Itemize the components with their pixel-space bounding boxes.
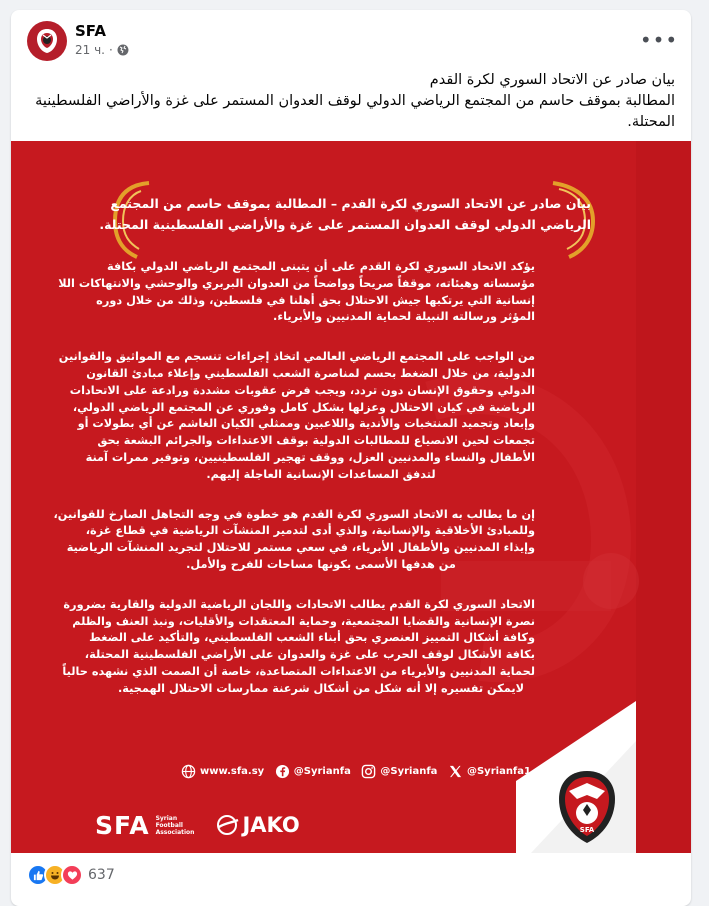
statement-line: الرياضية في كيان الاحتلال وعزلها بشكل كامل وفوري عن المجتمع الرياضي الدولي،	[72, 400, 535, 414]
statement-paragraph	[62, 597, 535, 698]
statement-line: إن ما يطالب به الاتحاد السوري لكرة القدم هو خطوة في وجه التجاهل الصارخ للقوانين،	[53, 507, 535, 521]
avatar[interactable]	[27, 21, 67, 61]
jako-wordmark: JAKO	[242, 813, 300, 837]
statement-line: نصرة الإنسانية والقضايا المجتمعية، وحماية المعتقدات والأقليات، ونبذ العنف والظلم	[72, 614, 535, 628]
love-icon	[61, 864, 83, 886]
post-caption	[25, 70, 675, 133]
caption-line: بيان صادر عن الاتحاد السوري لكرة القدم	[429, 72, 675, 88]
jako-logo	[216, 813, 299, 837]
statement-line: وللمبادئ الأخلاقية والإنسانية، والذي أدى لتدمير المنشآت الرياضية في قطاع غزة،	[85, 524, 535, 538]
social-facebook	[275, 764, 351, 779]
post-meta: 21 ч. ·	[75, 43, 129, 57]
poster-socials	[181, 761, 531, 781]
social-label: @Syrianfa	[380, 765, 438, 777]
sfa-subtitle-line: Association	[155, 828, 195, 836]
post-image[interactable]	[11, 141, 691, 853]
poster-title-line: الرياضي الدولي لوقف العدوان المستمر على غزة والأراضي الفلسطينية المحتلة.	[99, 217, 591, 232]
poster-title-line: بيان صادر عن الاتحاد السوري لكرة القدم – المطالبة بموقف حاسم من المجتمع	[110, 196, 591, 211]
crest-label: SFA	[579, 826, 595, 834]
sfa-subtitle-line: Football	[155, 821, 183, 829]
social-label: www.sfa.sy	[200, 765, 265, 777]
post-header	[11, 10, 691, 70]
statement-line: المؤثر ورسالته النبيلة لحماية المدنيين والأبرياء.	[273, 310, 535, 324]
social-x	[448, 764, 531, 779]
statement-line: الدولية، من خلال الضغط بحسم لمناصرة الشعب الفلسطيني وإعلاء مبادئ القانون	[86, 366, 535, 380]
statement-paragraph	[58, 349, 535, 483]
social-website	[181, 764, 264, 779]
page-name-link[interactable]: SFA	[75, 22, 106, 40]
caption-line: المحتلة.	[627, 114, 675, 130]
statement-line: الدولي وحقوق الإنسان دون تردد، ويجب فرض عقوبات مشددة ورادعة على الاتحادات	[69, 383, 535, 397]
statement-line: وإيذاء المدنيين والأطفال الأبرياء، في سعي مستمر للاحتلال لتجريد المنشآت الرياضية	[66, 541, 535, 555]
social-label: @Syrianfa	[293, 765, 351, 777]
statement-paragraph	[58, 259, 535, 326]
post-time[interactable]: 21 ч.	[75, 43, 105, 57]
x-icon	[448, 764, 463, 779]
statement-line: إنسانية التي يرتكبها جيش الاحتلال بحق أهلنا في فلسطين، وذلك من خلال دوره	[96, 293, 535, 307]
jako-swoosh-icon	[216, 814, 242, 836]
poster-title	[99, 185, 591, 249]
statement-line: الأطفال والنساء والمدنيين العزل، ووقف تهجير الفلسطينيين، وتوفير ممرات آمنة	[85, 450, 535, 464]
facebook-icon	[275, 764, 290, 779]
statement-line: لايمكن تفسيره إلا أنه شكل من أشكال شرعنة ممارسات الاحتلال الهمجية.	[117, 681, 525, 695]
globe-icon	[181, 764, 196, 779]
sfa-subtitle	[156, 815, 195, 836]
caption-line: المطالبة بموقف حاسم من المجتمع الرياضي الدولي لوقف العدوان المستمر على غزة والأراضي الفلسطينية	[35, 93, 675, 109]
statement-line: يؤكد الاتحاد السوري لكرة القدم على أن يتبنى المجتمع الرياضي الدولي بكافة	[107, 260, 535, 273]
reaction-count[interactable]: 637	[88, 867, 115, 883]
globe-icon[interactable]	[117, 44, 129, 56]
post-footer	[11, 858, 691, 896]
sfa-eagle-logo-icon	[32, 26, 62, 56]
more-options-button[interactable]	[639, 26, 679, 54]
sfa-wordmark: SFA	[95, 810, 150, 840]
statement-line: تجمعات لحين الانصياع للمطالبات الدولية بوقف الاعتداءات والجرائم البشعة بحق	[97, 434, 535, 448]
poster-statement	[53, 259, 535, 721]
statement-line: من هدفها الأسمى بكونها مساحات للفرح والأمل.	[186, 557, 456, 571]
reactions-summary[interactable]	[27, 864, 115, 886]
statement-line: وإبعاد وتجميد المنتخبات والأندية واللاعبين وممثلي الكيان الغاشم عن أي بطولات أو	[77, 417, 535, 431]
social-instagram	[361, 764, 437, 779]
sfa-subtitle-line: Syrian	[155, 814, 178, 822]
sfa-crest-icon	[551, 769, 623, 845]
poster-sponsors	[95, 809, 300, 841]
statement-line: وكافة أشكال التمييز العنصري بحق أبناء الشعب الفلسطيني، والتأكيد على الضغط	[89, 631, 535, 645]
statement-line: من الواجب على المجتمع الرياضي العالمي اتخاذ إجراءات تنسجم مع المواثيق والقوانين	[58, 350, 535, 364]
statement-line: الاتحاد السوري لكرة القدم يطالب الاتحادات واللجان الرياضية الدولية والقارية بضرورة	[63, 597, 535, 611]
statement-line: لتدفق المساعدات الإنسانية العاجلة إليهم.	[206, 467, 436, 481]
statement-line: مؤسساته وهيئاته، موقفاً صريحاً وواضحاً من العدوان البربري والوحشي والانتهاكات اللا	[58, 276, 535, 290]
more-dots-icon: •••	[639, 28, 679, 52]
social-label: @Syrianfa1	[466, 765, 531, 777]
statement-line: لحماية المدنيين والأبرياء من الاعتداءات المتصاعدة، خاصة أن الصمت الذي نشهده حالياً	[62, 664, 535, 678]
facebook-post	[11, 10, 691, 906]
instagram-icon	[361, 764, 376, 779]
statement-line: بكافة الأشكال لوقف الحرب على غزة والعدوان على الأراضي الفلسطينية المحتلة،	[84, 648, 535, 662]
statement-paragraph	[53, 507, 535, 574]
